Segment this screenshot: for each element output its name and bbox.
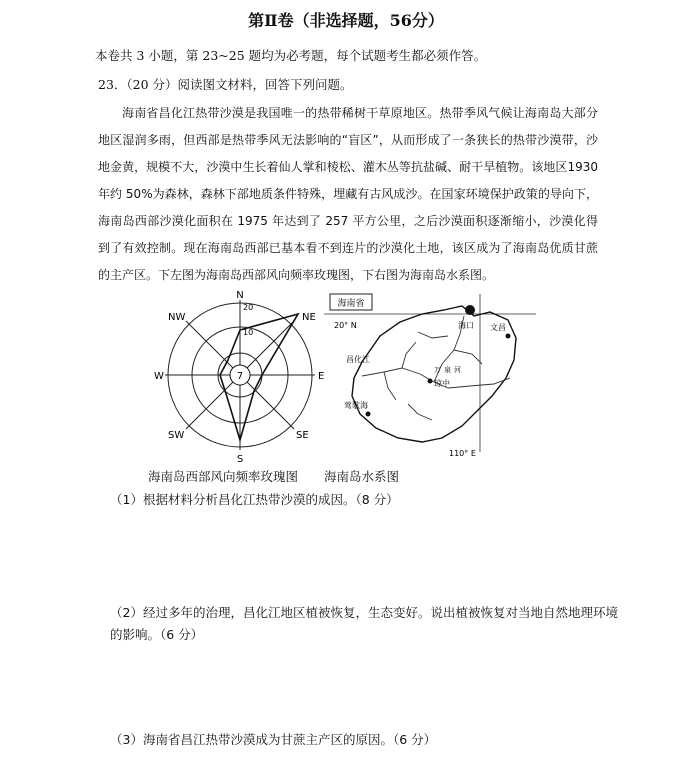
map-label-wan: 万 (434, 366, 441, 374)
latitude-label: 20° N (334, 321, 357, 330)
rose-label-s: S (236, 454, 244, 465)
section-intro: 本卷共 3 小题，第 23~25 题均为必考题，每个试题考生都必须作答。 (95, 48, 487, 63)
map-label-yinggehai: 莺歌海 (344, 401, 368, 410)
sub-question-3: （3）海南省昌江热带沙漠成为甘蔗主产区的原因。（6 分） (110, 732, 437, 747)
rose-label-se: SE (296, 430, 309, 441)
rose-ring-label-10: 10 (243, 328, 254, 337)
rose-label-w: W (154, 371, 164, 382)
sub-question-2: （2）经过多年的治理，昌化江地区植被恢复，生态变好。说出植被恢复对当地自然地理环境的影响。（6 分） (110, 605, 618, 642)
wenchang-marker (506, 334, 511, 339)
material-paragraph: 海南省昌化江热带沙漠是我国唯一的热带稀树干草原地区。热带季风气候让海南岛大部分地区湿润多雨，但西部是热带季风无法影响的“盲区”，从而形成了一条狭长的热带沙漠带，沙地金黄，规模不大，沙漠中生长着仙人掌和棱松、灌木丛等抗盐碱、耐干旱植物。该地区1930 年约 50%为森林，森林下部地质条件特殊，埋藏有古风成沙。在国家环境保护政策的导向下，海南岛西部沙漠化面积在 1975 年达到了 257 平方公里，之后沙漠面积逐渐缩小，沙漠化得到了有效控制。现在海南岛西部已基本看不到连片的沙漠化土地，该区成为了海南岛优质甘蔗的主产区。下左图为海南岛西部风向频率玫瑰图，下右图为海南岛水系图。 (98, 106, 598, 282)
rose-label-sw: SW (168, 430, 185, 441)
sub-question-1: （1）根据材料分析昌化江热带沙漠的成因。（8 分） (110, 492, 399, 507)
section-title: 第Ⅱ卷（非选择题，56分） (248, 11, 444, 30)
map-label-qiongzhong: 琼中 (434, 379, 450, 388)
qiongzhong-marker (428, 379, 433, 384)
wind-rose-figure (150, 290, 330, 465)
map-label-wenchang: 文昌 (490, 323, 506, 332)
rose-label-n: N (236, 290, 244, 301)
map-caption: 海南岛水系图 (324, 469, 400, 484)
rose-center-label: 7 (236, 371, 244, 382)
longitude-label: 110° E (449, 449, 476, 458)
map-label-he: 河 (454, 366, 461, 374)
rose-label-e: E (318, 371, 325, 382)
rose-label-ne: NE (302, 312, 316, 323)
rose-label-nw: NW (168, 312, 186, 323)
map-label-haikou: 海口 (458, 321, 474, 330)
province-label: 海南省 (337, 299, 365, 309)
haikou-marker (465, 305, 475, 315)
hainan-river-map (322, 292, 544, 462)
rose-ring-label-20: 20 (243, 303, 254, 312)
question-header: 23．（20 分）阅读图文材料，回答下列问题。 (98, 77, 353, 92)
yinggehai-marker (366, 412, 371, 417)
map-label-quan: 泉 (444, 366, 451, 374)
rose-caption: 海南岛西部风向频率玫瑰图 (148, 469, 299, 484)
map-label-changhuajiang: 昌化江 (346, 355, 370, 364)
